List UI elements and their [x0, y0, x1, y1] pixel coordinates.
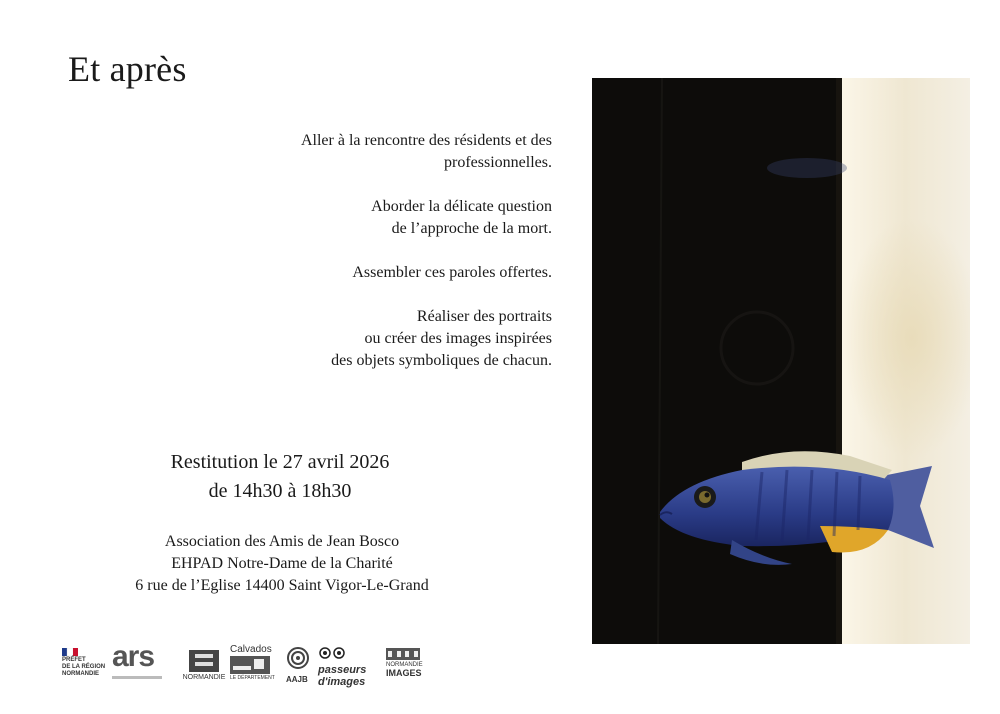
eyes-icon — [318, 647, 348, 659]
prefet-line3: NORMANDIE — [62, 671, 99, 677]
calvados-sub: LE DÉPARTEMENT — [230, 675, 275, 681]
prefet-line1: PRÉFET — [62, 657, 86, 663]
partner-logos — [62, 640, 432, 692]
aajb-logo — [286, 646, 314, 684]
region-normandie-label: NORMANDIE — [182, 674, 226, 681]
paragraph-line: professionnelles. — [444, 154, 552, 171]
paragraph-meet-residents — [220, 130, 552, 174]
normandie-lions-icon — [189, 650, 219, 672]
street-address: 6 rue de l’Eglise 14400 Saint Vigor-Le-Grand — [135, 577, 429, 594]
normandie-images-line1: NORMANDIE — [386, 662, 423, 668]
film-strip-icon — [386, 648, 420, 660]
paragraph-death-question — [220, 196, 552, 240]
restitution-info — [110, 448, 450, 506]
paragraph-line: Assembler ces paroles offertes. — [352, 264, 552, 281]
paragraph-line: ou créer des images inspirées — [364, 330, 552, 347]
ars-underline — [112, 676, 162, 679]
intro-text — [220, 130, 552, 394]
ars-logo — [112, 640, 178, 686]
calvados-logo — [230, 644, 282, 681]
paragraph-assemble — [220, 262, 552, 284]
fish-photo-image — [592, 78, 970, 644]
venue-name: EHPAD Notre-Dame de la Charité — [171, 555, 393, 572]
ars-mark: ars — [112, 640, 155, 673]
normandie-images-logo — [386, 648, 426, 678]
paragraph-line: Réaliser des portraits — [416, 308, 552, 325]
aajb-label: AAJB — [286, 675, 308, 684]
prefet-line2: DE LA RÉGION — [62, 664, 106, 670]
restitution-date: Restitution le 27 avril 2026 — [170, 451, 390, 473]
marianne-icon — [62, 648, 78, 656]
paragraph-line: des objets symboliques de chacun. — [331, 352, 552, 369]
passeurs-line1: passeurs — [318, 664, 367, 676]
calvados-label: Calvados — [230, 644, 272, 655]
passeurs-line2: d'images — [318, 676, 366, 688]
page-title: Et après — [68, 49, 187, 89]
normandie-images-line2: IMAGES — [386, 668, 422, 678]
paragraph-line: de l’approche de la mort. — [391, 220, 552, 237]
paragraph-line: Aller à la rencontre des résidents et des — [300, 132, 552, 149]
venue-address — [92, 531, 472, 597]
restitution-time: de 14h30 à 18h30 — [208, 480, 352, 502]
spiral-icon — [286, 646, 310, 670]
fish-photo — [592, 78, 970, 644]
prefet-normandie-logo — [62, 648, 108, 678]
calvados-emblem-icon — [230, 656, 270, 674]
passeurs-d-images-logo — [318, 646, 384, 688]
association-name: Association des Amis de Jean Bosco — [164, 533, 400, 550]
region-normandie-logo — [182, 650, 226, 681]
paragraph-line: Aborder la délicate question — [371, 198, 552, 215]
paragraph-portraits — [220, 306, 552, 372]
